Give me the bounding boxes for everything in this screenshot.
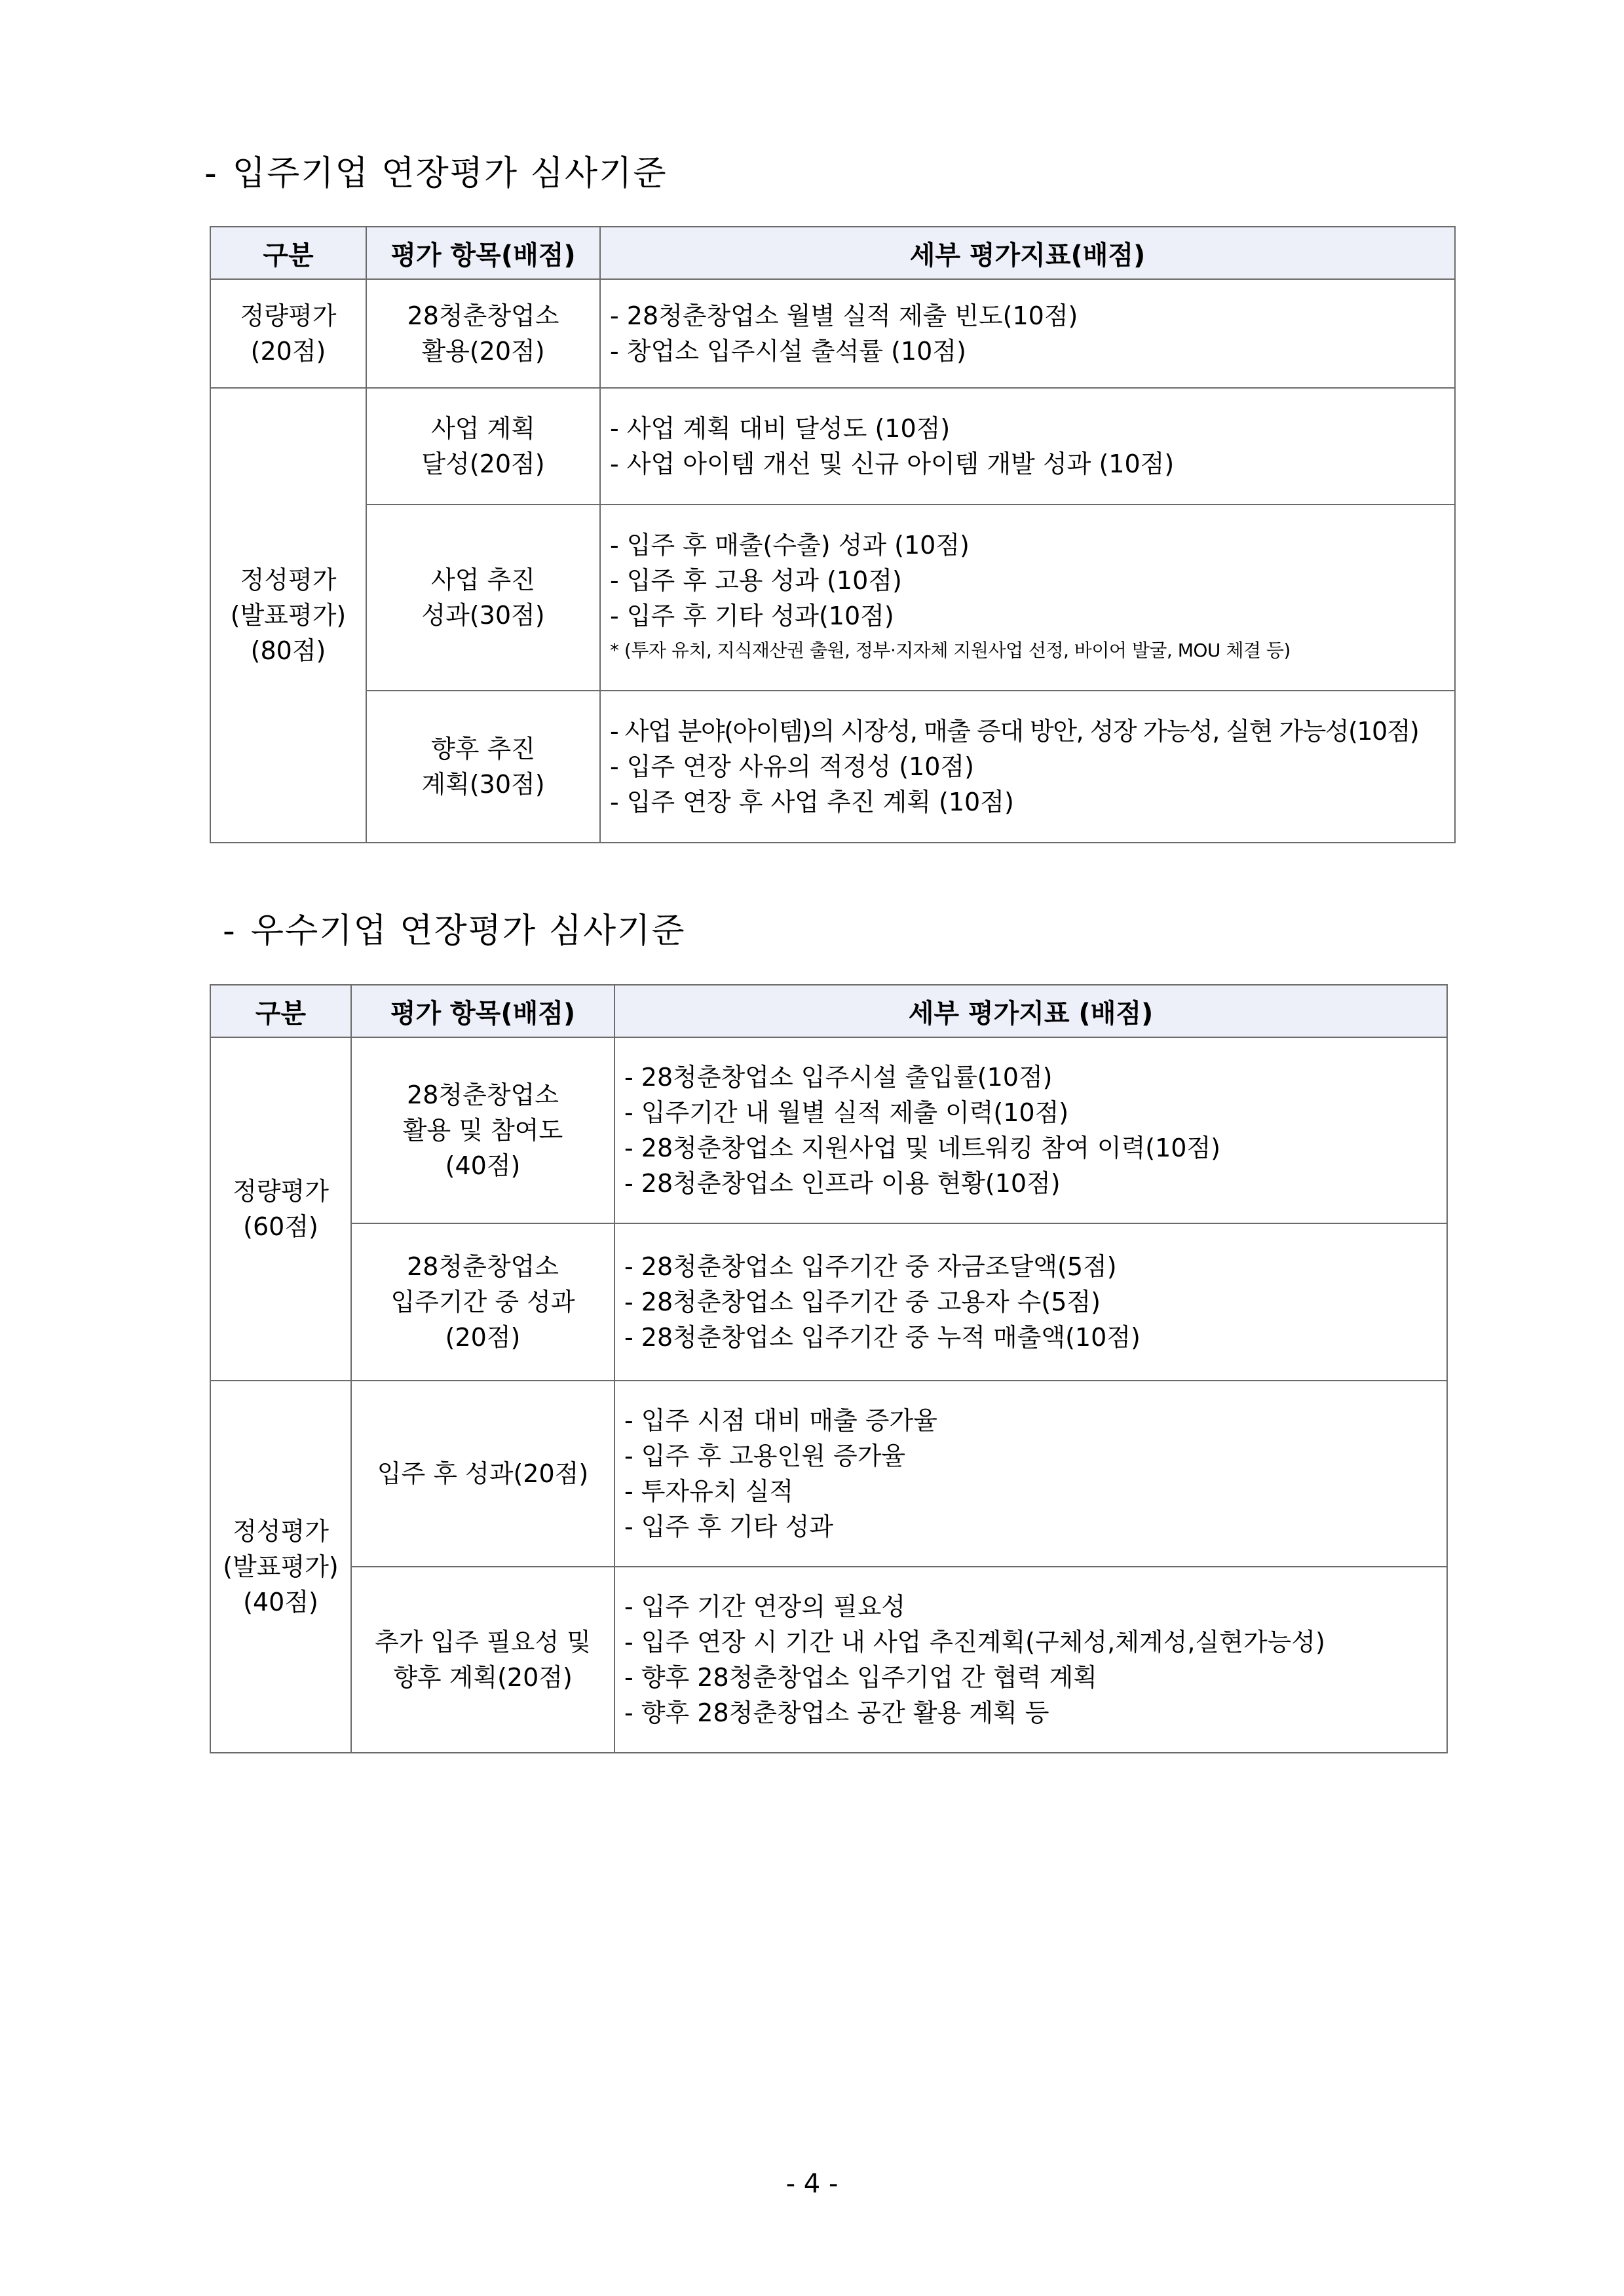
section-title-excellent-extension xyxy=(223,903,686,952)
detail-cell xyxy=(614,1381,1447,1567)
item-cell xyxy=(366,388,600,505)
detail-line: - 28청춘창업소 입주기간 중 누적 매출액(10점) xyxy=(624,1323,1141,1352)
table-header-row xyxy=(210,985,1447,1037)
detail-cell xyxy=(614,1567,1447,1753)
detail-line: - 투자유치 실적 xyxy=(624,1477,794,1506)
table-row xyxy=(210,505,1455,691)
detail-line: - 창업소 입주시설 출석률 (10점) xyxy=(610,337,966,366)
category-sublabel: (발표평가) xyxy=(230,601,347,630)
item-label: 28청춘창업소 xyxy=(407,1252,559,1281)
item-cell xyxy=(366,691,600,843)
detail-line: - 사업 아이템 개선 및 신규 아이템 개발 성과 (10점) xyxy=(610,450,1175,478)
detail-cell xyxy=(614,1037,1447,1223)
tenant-extension-criteria-table xyxy=(210,226,1456,843)
item-label: 향후 계획(20점) xyxy=(393,1663,573,1692)
item-label: 28청춘창업소 xyxy=(407,301,559,330)
header-item: 평가 항목(배점) xyxy=(366,227,600,279)
detail-line: - 입주 시점 대비 매출 증가율 xyxy=(624,1406,937,1435)
item-cell xyxy=(351,1381,614,1567)
category-cell-qualitative xyxy=(210,1381,351,1753)
title-text: 우수기업 연장평가 심사기준 xyxy=(250,911,686,951)
item-label: 성과(30점) xyxy=(421,601,545,630)
item-label: (40점) xyxy=(445,1151,521,1180)
table-row xyxy=(210,1223,1447,1381)
detail-line: - 28청춘창업소 인프라 이용 현황(10점) xyxy=(624,1169,1061,1198)
detail-line: - 28청춘창업소 월별 실적 제출 빈도(10점) xyxy=(610,301,1078,330)
item-label: 사업 추진 xyxy=(431,565,535,594)
detail-line: - 사업 분야(아이템)의 시장성, 매출 증대 방안, 성장 가능성, 실현 가능성(10점) xyxy=(610,717,1419,746)
detail-line: - 28청춘창업소 입주기간 중 자금조달액(5점) xyxy=(624,1252,1117,1281)
detail-line: - 입주 연장 사유의 적정성 (10점) xyxy=(610,752,974,781)
item-cell xyxy=(366,505,600,691)
detail-line: - 향후 28청춘창업소 공간 활용 계획 등 xyxy=(624,1698,1049,1727)
category-label: 정성평가 xyxy=(240,565,337,594)
detail-line: - 입주 후 고용 성과 (10점) xyxy=(610,566,902,595)
detail-line: - 28청춘창업소 입주시설 출입률(10점) xyxy=(624,1063,1053,1092)
item-cell xyxy=(366,279,600,388)
category-sublabel: (발표평가) xyxy=(223,1552,339,1581)
category-score: (20점) xyxy=(250,337,326,366)
item-label: 활용 및 참여도 xyxy=(402,1116,563,1145)
section-title-tenant-extension xyxy=(204,145,668,195)
category-label: 정성평가 xyxy=(233,1517,329,1546)
detail-cell xyxy=(600,279,1455,388)
item-label: 향후 추진 xyxy=(431,735,535,763)
category-score: (40점) xyxy=(243,1588,318,1617)
item-label: 사업 계획 xyxy=(431,414,535,443)
table-row xyxy=(210,691,1455,843)
category-label: 정량평가 xyxy=(240,301,337,330)
item-cell xyxy=(351,1223,614,1381)
detail-line: - 향후 28청춘창업소 입주기업 간 협력 계획 xyxy=(624,1663,1097,1692)
title-text: 입주기업 연장평가 심사기준 xyxy=(232,154,668,193)
table-row xyxy=(210,1567,1447,1753)
detail-line: - 입주 후 매출(수출) 성과 (10점) xyxy=(610,531,970,560)
detail-line: - 입주 연장 후 사업 추진 계획 (10점) xyxy=(610,788,1014,816)
detail-cell xyxy=(600,388,1455,505)
header-category: 구분 xyxy=(210,227,366,279)
title-dash: - xyxy=(204,154,218,193)
category-score: (80점) xyxy=(250,636,326,665)
detail-cell xyxy=(600,505,1455,691)
page-number: - 4 - xyxy=(785,2169,839,2199)
detail-line: - 사업 계획 대비 달성도 (10점) xyxy=(610,414,951,443)
item-label: 입주기간 중 성과 xyxy=(390,1288,575,1316)
category-cell-quantitative xyxy=(210,279,366,388)
item-label: 계획(30점) xyxy=(421,770,545,799)
table-row xyxy=(210,1037,1447,1223)
detail-line: - 입주기간 내 월별 실적 제출 이력(10점) xyxy=(624,1098,1069,1127)
table-row xyxy=(210,1381,1447,1567)
table-row xyxy=(210,388,1455,505)
table-header-row xyxy=(210,227,1455,279)
table-row xyxy=(210,279,1455,388)
detail-line: - 입주 후 기타 성과(10점) xyxy=(610,602,894,630)
detail-cell xyxy=(614,1223,1447,1381)
detail-line: - 입주 후 기타 성과 xyxy=(624,1512,833,1541)
category-label: 정량평가 xyxy=(233,1177,329,1206)
detail-line: - 28청춘창업소 입주기간 중 고용자 수(5점) xyxy=(624,1288,1101,1316)
item-label: 추가 입주 필요성 및 xyxy=(375,1628,591,1656)
detail-cell xyxy=(600,691,1455,843)
item-label: 입주 후 성과(20점) xyxy=(377,1459,589,1488)
category-cell-qualitative xyxy=(210,388,366,843)
header-category: 구분 xyxy=(210,985,351,1037)
header-item: 평가 항목(배점) xyxy=(351,985,614,1037)
detail-line: - 입주 연장 시 기간 내 사업 추진계획(구체성,체계성,실현가능성) xyxy=(624,1628,1325,1656)
item-label: 28청춘창업소 xyxy=(407,1081,559,1109)
title-dash: - xyxy=(223,911,236,951)
item-cell xyxy=(351,1567,614,1753)
detail-line: - 입주 후 고용인원 증가율 xyxy=(624,1442,906,1470)
detail-note: * (투자 유치, 지식재산권 출원, 정부·지자체 지원사업 선정, 바이어 발굴, MOU 체결 등) xyxy=(610,640,1291,661)
detail-line: - 28청춘창업소 지원사업 및 네트워킹 참여 이력(10점) xyxy=(624,1134,1220,1162)
excellent-extension-criteria-table xyxy=(210,984,1448,1753)
item-label: 달성(20점) xyxy=(421,450,545,478)
category-cell-quantitative xyxy=(210,1037,351,1381)
item-label: (20점) xyxy=(445,1323,521,1352)
category-score: (60점) xyxy=(243,1212,318,1241)
header-detail: 세부 평가지표 (배점) xyxy=(614,985,1447,1037)
item-label: 활용(20점) xyxy=(421,337,545,366)
item-cell xyxy=(351,1037,614,1223)
header-detail: 세부 평가지표(배점) xyxy=(600,227,1455,279)
detail-line: - 입주 기간 연장의 필요성 xyxy=(624,1592,906,1621)
